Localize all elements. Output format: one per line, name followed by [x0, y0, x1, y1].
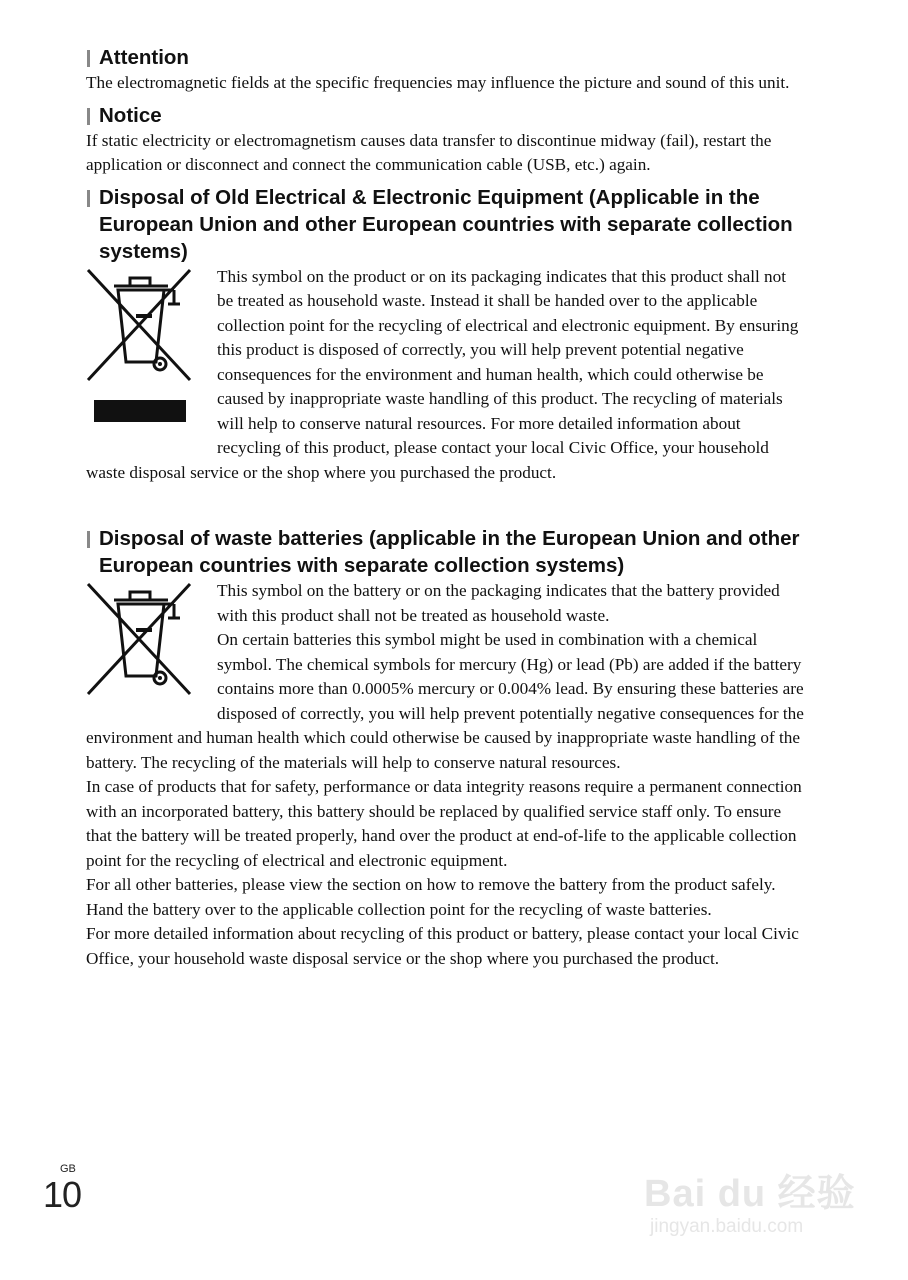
manual-page — [86, 44, 806, 977]
attention-title: Attention — [99, 46, 189, 69]
batteries-paragraph: Hand the battery over to the applicable collection point for the recycling of waste batteries. — [86, 899, 712, 919]
notice-title: Notice — [99, 103, 162, 127]
weee-title: Disposal of Old Electrical & Electronic Equipment (Applicable in the European Union and other European countries with separate collection systems) — [99, 185, 793, 263]
notice-heading — [86, 102, 806, 129]
notice-body: If static electricity or electromagnetism causes data transfer to discontinue midway (fail), restart the application or disconnect and connect the communication cable (USB, etc.) again. — [86, 130, 772, 174]
language-code: GB — [60, 1163, 76, 1175]
batteries-section — [86, 525, 806, 971]
notice-section — [86, 102, 806, 178]
crossed-out-wheelie-bin-icon — [86, 582, 198, 702]
attention-body: The electromagnetic fields at the specific frequencies may influence the picture and sound of this unit. — [86, 73, 790, 92]
batteries-heading — [86, 525, 806, 579]
weee-section — [86, 184, 806, 486]
weee-heading — [86, 184, 806, 265]
weee-body: This symbol on the product or on its packaging indicates that this product shall not be treated as household waste. Instead it shall be handed over to the applicable collection point for the recycling of electrical and electronic equipment. By ensuring this product is disposed of correctly, you will help prevent potential negative consequences for the environment and human health, which could otherwise be caused by inappropriate waste handling of this product. The recycling of materials will help to conserve natural resources. For more detailed information about recycling of this product, please contact your local Civic Office, your household waste disposal service or the shop where you purchased the product. — [86, 266, 799, 482]
batteries-paragraph: On certain batteries this symbol might be used in combination with a chemical symbol. The chemical symbols for mercury (Hg) or lead (Pb) are added if the battery contains more than 0.0005% mercury or 0.004% lead. By ensuring these batteries are disposed of correctly, you will help prevent potentially negative consequences for the environment and human health which could otherwise be caused by inappropriate waste handling of the battery. The recycling of the materials will help to conserve natural resources. — [86, 630, 804, 772]
batteries-paragraph: In case of products that for safety, performance or data integrity reasons require a permanent connection with an incorporated battery, this battery should be replaced by qualified service staff only. To ensure that the battery will be treated properly, hand over the product at end-of-life to the applicable collection point for the recycling of electrical and electronic equipment. — [86, 777, 802, 870]
batteries-paragraph: This symbol on the battery or on the packaging indicates that the battery provided with this product shall not be treated as household waste. — [217, 581, 780, 625]
batteries-title: Disposal of waste batteries (applicable in the European Union and other European countries with separate collection systems) — [99, 527, 800, 577]
watermark-url: jingyan.baidu.com — [650, 1216, 804, 1237]
attention-section — [86, 44, 806, 96]
attention-heading — [86, 44, 806, 71]
watermark-logo: Bai du 经验 — [644, 1173, 856, 1215]
baidu-watermark — [644, 1162, 859, 1244]
batteries-paragraph: For more detailed information about recycling of this product or battery, please contact your local Civic Office, your household waste disposal service or the shop where you purchased the product. — [86, 924, 799, 968]
crossed-out-wheelie-bin-icon — [86, 268, 198, 444]
batteries-paragraph: For all other batteries, please view the section on how to remove the battery from the product safely. — [86, 875, 776, 894]
page-number: 10 — [43, 1174, 82, 1215]
black-bar-marking — [94, 400, 186, 422]
